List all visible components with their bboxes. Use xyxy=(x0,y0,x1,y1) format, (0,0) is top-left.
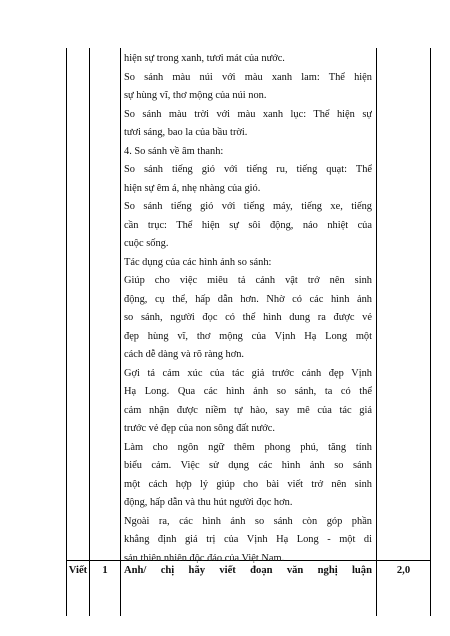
content-line: cần trục: Thể hiện sự sôi động, náo nhiệt của xyxy=(124,219,372,231)
content-line: khẳng định giá trị của Vịnh Hạ Long - một di xyxy=(124,534,372,545)
column-divider-3 xyxy=(376,48,377,616)
content-line: So sánh tiếng gió với tiếng ru, tiếng quạt: Thể xyxy=(124,164,372,175)
table-border-left xyxy=(66,48,67,616)
content-line: hiện sự êm á, nhẹ nhàng của gió. xyxy=(124,182,261,194)
content-line: cuộc sống. xyxy=(124,238,169,249)
content-line: so sánh, người đọc có thể hình dung ra được vẻ xyxy=(124,312,372,323)
content-line: một cách hợp lý giúp cho bài viết trở nên sinh xyxy=(124,478,372,490)
content-line: Giúp cho việc miêu tả cảnh vật trở nên sinh xyxy=(124,275,372,286)
question-number: 1 xyxy=(102,565,108,576)
content-line: Làm cho ngôn ngữ thêm phong phú, tăng tính xyxy=(124,441,372,453)
content-line: trước vẻ đẹp của non sông đất nước. xyxy=(124,423,275,434)
content-line: biểu cảm. Việc sử dụng các hình ảnh so sánh xyxy=(124,460,372,471)
content-line: 4. So sánh về âm thanh: xyxy=(124,145,224,157)
table-border-right xyxy=(430,48,431,616)
score: 2,0 xyxy=(396,565,411,576)
content-line: hiện sự trong xanh, tươi mát của nước. xyxy=(124,53,285,64)
content-line: So sánh màu trời với màu xanh lục: Thể hiện sự xyxy=(124,108,372,120)
content-line: Gợi tả cảm xúc của tác giả trước cảnh đẹp Vịnh xyxy=(124,367,372,379)
content-line: cảm nhận được niềm tự hào, say mê của tác giả xyxy=(124,404,372,416)
content-line: Tác dụng của các hình ảnh so sánh: xyxy=(124,256,272,268)
content-line: So sánh màu núi với màu xanh lam: Thể hiện xyxy=(124,71,372,83)
content-line: sự hùng vĩ, thơ mộng của núi non. xyxy=(124,90,267,101)
content-line: tươi sáng, bao la của bầu trời. xyxy=(124,127,248,138)
question-prompt: Anh/ chị hãy viết đoạn văn nghị luận xyxy=(124,565,372,576)
answer-content-cell xyxy=(124,50,372,568)
content-line: đẹp hùng vĩ, thơ mộng của Vịnh Hạ Long một xyxy=(124,330,372,342)
section-label: Viết xyxy=(68,565,88,576)
column-divider-2 xyxy=(120,48,121,616)
content-line: động, hấp dẫn và thu hút người đọc hơn. xyxy=(124,497,293,508)
content-line: Hạ Long. Qua các hình ảnh so sánh, ta có thể xyxy=(124,386,372,397)
content-line: sản thiên nhiên độc đáo của Việt Nam. xyxy=(124,552,285,564)
content-line: So sánh tiếng gió với tiếng máy, tiếng xe, tiếng xyxy=(124,201,372,212)
content-line: cách dễ dàng và rõ ràng hơn. xyxy=(124,349,245,360)
column-divider-1 xyxy=(89,48,90,616)
content-line: động, cụ thể, hấp dẫn hơn. Nhờ có các hình ảnh xyxy=(124,293,372,305)
content-line: Ngoài ra, các hình ảnh so sánh còn góp phần xyxy=(124,515,372,527)
